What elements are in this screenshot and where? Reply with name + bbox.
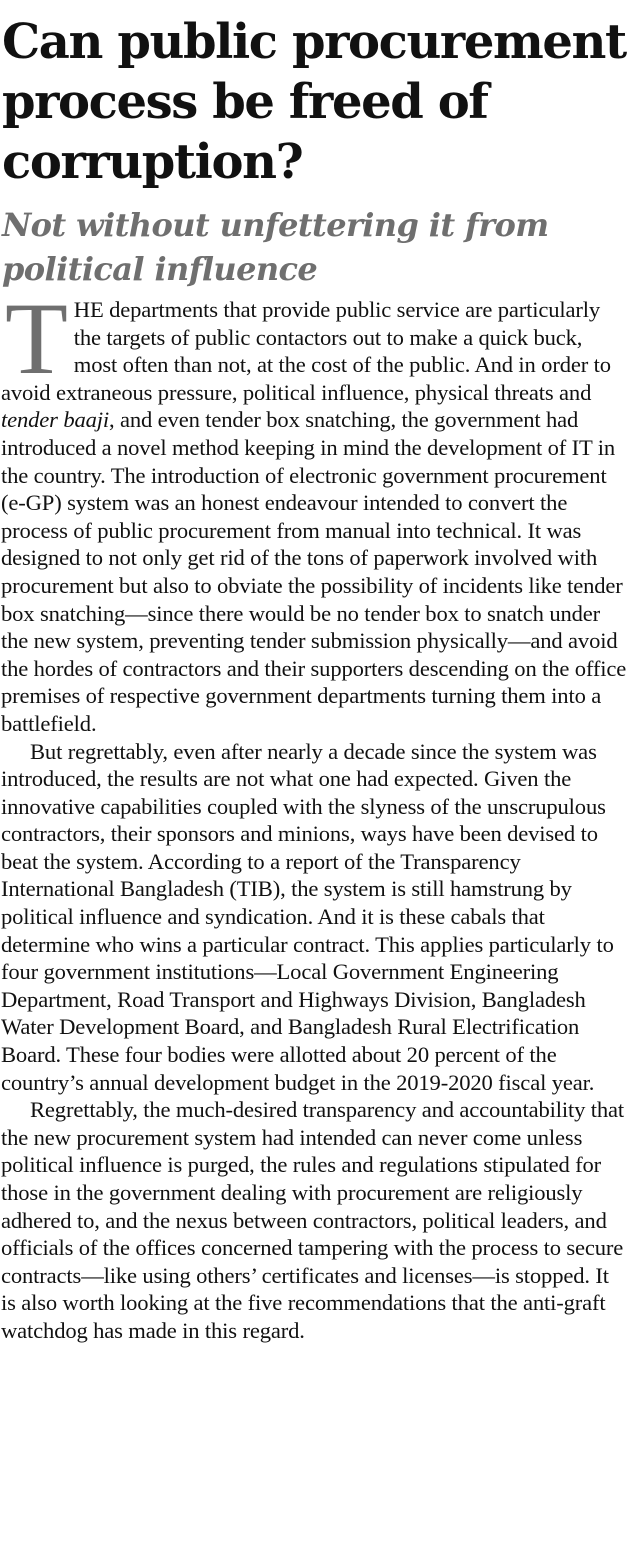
paragraph-1-text-b: , and even tender box snatching, the government had introduced a novel method keeping in mind the development of IT in the country. The introduction of electronic government procurement (e-GP) system was an honest endeavour intended to convert the process of public procurement from manual into technical. It was designed to not only get rid of the tons of paperwork involved with procurement but also to obviate the possibility of incidents like tender box snatching—since there would be no tender box to snatch under the new system, preventing tender submission physically—and avoid the hordes of contractors and their supporters descending on the office premises of respective government departments turning them into a battlefield. — [1, 407, 627, 736]
drop-cap: T — [5, 282, 68, 396]
headline: Can public procurement process be freed of corruption? — [2, 14, 626, 190]
subheadline: Not without unfettering it from political influence — [2, 206, 549, 288]
paragraph-1 — [1, 282, 628, 738]
article-body — [1, 282, 628, 1345]
paragraph-3: Regrettably, the much-desired transparency and accountability that the new procurement system had intended can never come unless political influence is purged, the rules and regulations stipulated for those in the government dealing with procurement are religiously adhered to, and the nexus between contractors, political leaders, and officials of the offices concerned tampering with the process to secure contracts—like using others’ certificates and licenses—is stopped. It is also worth looking at the five recommendations that the anti-graft watchdog has made in this regard. — [1, 1097, 625, 1343]
paragraph-2: But regrettably, even after nearly a decade since the system was introduced, the results are not what one had expected. Given the innovative capabilities coupled with the slyness of the unscrupulous contractors, their sponsors and minions, ways have been devised to beat the system. According to a report of the Transparency International Bangladesh (TIB), the system is still hamstrung by political influence and syndication. And it is these cabals that determine who wins a particular contract. This applies particularly to four government institutions—Local Government Engineering Department, Road Transport and Highways Division, Bangladesh Water Development Board, and Bangladesh Rural Electrification Board. These four bodies were allotted about 20 percent of the country’s annual development budget in the 2019-2020 fiscal year. — [1, 738, 614, 1095]
paragraph-1-text-a: HE departments that provide public service are particularly the targets of public contactors out to make a quick buck, most often than not, at the cost of the public. And in order to avoid extraneous pressure, political influence, physical threats and — [1, 297, 611, 405]
paragraph-1-italic-term: tender baaji — [1, 407, 110, 433]
